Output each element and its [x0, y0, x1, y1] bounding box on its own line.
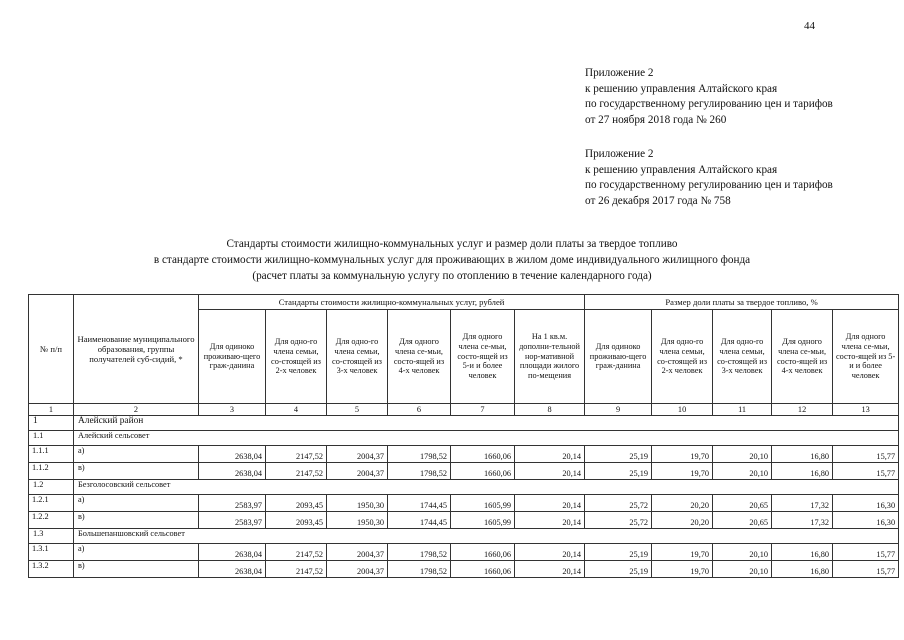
- appendix-line: по государственному регулированию цен и тарифов: [585, 179, 833, 192]
- value-cell: 1660,06: [451, 463, 515, 480]
- recipient-group: в): [74, 463, 199, 480]
- value-cell: 20,10: [713, 446, 772, 463]
- value-cell: 16,80: [772, 561, 833, 578]
- appendix-block-current: [585, 66, 833, 128]
- value-cell: 1605,99: [451, 512, 515, 529]
- value-cell: 20,14: [515, 512, 585, 529]
- header-cell: Для одно-го члена семьи, со-стоящей из 3-х человек: [713, 310, 772, 404]
- value-cell: 19,70: [652, 463, 713, 480]
- value-cell: 1798,52: [388, 561, 451, 578]
- value-cell: 20,14: [515, 561, 585, 578]
- appendix-line: Приложение 2: [585, 67, 654, 79]
- value-cell: 15,77: [833, 544, 899, 561]
- settlement-row: [29, 480, 899, 495]
- value-cell: 20,20: [652, 512, 713, 529]
- header-cell: На 1 кв.м. дополни-тельной нор-мативной площади жилого по-мещения: [515, 310, 585, 404]
- value-cell: 2638,04: [199, 544, 266, 561]
- value-cell: 20,65: [713, 512, 772, 529]
- header-cell: Для одного члена се-мьи, состо-ящей из 5-и и более человек: [451, 310, 515, 404]
- column-number: 9: [585, 404, 652, 416]
- value-cell: 25,19: [585, 544, 652, 561]
- row-number: 1.3.1: [29, 544, 74, 561]
- tariff-table: [28, 294, 899, 578]
- value-cell: 2093,45: [266, 512, 327, 529]
- header-cell: Для одно-го члена семьи, со-стоящей из 3-х человек: [327, 310, 388, 404]
- value-cell: 19,70: [652, 446, 713, 463]
- region-number: 1: [29, 416, 74, 431]
- header-cell: Для одно-го члена семьи, со-стоящей из 2-х человек: [266, 310, 327, 404]
- row-number: 1.1.2: [29, 463, 74, 480]
- value-cell: 16,80: [772, 544, 833, 561]
- value-cell: 2638,04: [199, 463, 266, 480]
- column-number-row: [29, 404, 899, 416]
- row-number: 1.3.2: [29, 561, 74, 578]
- value-cell: 20,20: [652, 495, 713, 512]
- header-group-standards: Стандарты стоимости жилищно-коммунальных услуг, рублей: [199, 295, 585, 310]
- settlement-name: Алейский сельсовет: [74, 431, 899, 446]
- value-cell: 2583,97: [199, 512, 266, 529]
- column-number: 11: [713, 404, 772, 416]
- settlement-number: 1.3: [29, 529, 74, 544]
- row-number: 1.2.1: [29, 495, 74, 512]
- column-number: 1: [29, 404, 74, 416]
- value-cell: 15,77: [833, 463, 899, 480]
- title-line: Стандарты стоимости жилищно-коммунальных услуг и размер доли платы за твердое топливо: [226, 238, 678, 250]
- recipient-group: а): [74, 495, 199, 512]
- column-number: 4: [266, 404, 327, 416]
- value-cell: 2093,45: [266, 495, 327, 512]
- column-number: 2: [74, 404, 199, 416]
- settlement-name: Большепаншовский сельсовет: [74, 529, 899, 544]
- value-cell: 1798,52: [388, 544, 451, 561]
- value-cell: 20,14: [515, 495, 585, 512]
- value-cell: 20,10: [713, 561, 772, 578]
- appendix-line: к решению управления Алтайского края: [585, 163, 778, 176]
- header-no: № п/п: [29, 295, 74, 404]
- value-cell: 16,80: [772, 463, 833, 480]
- column-number: 7: [451, 404, 515, 416]
- value-cell: 20,65: [713, 495, 772, 512]
- appendix-line: к решению управления Алтайского края: [585, 82, 778, 95]
- value-cell: 2638,04: [199, 561, 266, 578]
- recipient-group: а): [74, 544, 199, 561]
- value-cell: 19,70: [652, 544, 713, 561]
- header-cell: Для одиноко проживаю-щего граж-данина: [199, 310, 266, 404]
- settlement-row: [29, 529, 899, 544]
- column-number: 3: [199, 404, 266, 416]
- appendix-line: Приложение 2: [585, 148, 654, 160]
- title-line: (расчет платы за коммунальную услугу по отоплению в течение календарного года): [252, 270, 652, 282]
- settlement-row: [29, 431, 899, 446]
- value-cell: 2004,37: [327, 561, 388, 578]
- row-number: 1.1.1: [29, 446, 74, 463]
- value-cell: 1950,30: [327, 512, 388, 529]
- value-cell: 1744,45: [388, 512, 451, 529]
- value-cell: 2583,97: [199, 495, 266, 512]
- value-cell: 1950,30: [327, 495, 388, 512]
- value-cell: 20,10: [713, 463, 772, 480]
- value-cell: 15,77: [833, 561, 899, 578]
- column-number: 5: [327, 404, 388, 416]
- recipient-group: в): [74, 561, 199, 578]
- value-cell: 2004,37: [327, 544, 388, 561]
- value-cell: 19,70: [652, 561, 713, 578]
- table-row: [29, 544, 899, 561]
- row-number: 1.2.2: [29, 512, 74, 529]
- value-cell: 2147,52: [266, 544, 327, 561]
- column-number: 13: [833, 404, 899, 416]
- value-cell: 1605,99: [451, 495, 515, 512]
- value-cell: 20,14: [515, 446, 585, 463]
- region-row: [29, 416, 899, 431]
- value-cell: 17,32: [772, 512, 833, 529]
- value-cell: 20,14: [515, 463, 585, 480]
- column-number: 6: [388, 404, 451, 416]
- value-cell: 2638,04: [199, 446, 266, 463]
- header-cell: Для одно-го члена семьи, со-стоящей из 2-х человек: [652, 310, 713, 404]
- value-cell: 1660,06: [451, 561, 515, 578]
- column-number: 12: [772, 404, 833, 416]
- header-group-fuel-share: Размер доли платы за твердое топливо, %: [585, 295, 899, 310]
- header-cell: Для одиноко проживаю-щего граж-данина: [585, 310, 652, 404]
- value-cell: 25,19: [585, 463, 652, 480]
- value-cell: 25,19: [585, 561, 652, 578]
- value-cell: 16,30: [833, 495, 899, 512]
- value-cell: 2004,37: [327, 463, 388, 480]
- table-row: [29, 495, 899, 512]
- settlement-number: 1.1: [29, 431, 74, 446]
- table-row: [29, 561, 899, 578]
- value-cell: 2147,52: [266, 463, 327, 480]
- value-cell: 2147,52: [266, 561, 327, 578]
- header-cell: Для одного члена се-мьи, состо-ящей из 4-х человек: [772, 310, 833, 404]
- value-cell: 25,72: [585, 512, 652, 529]
- settlement-name: Безголосовский сельсовет: [74, 480, 899, 495]
- recipient-group: а): [74, 446, 199, 463]
- value-cell: 16,30: [833, 512, 899, 529]
- value-cell: 2004,37: [327, 446, 388, 463]
- header-cell: Для одного члена се-мьи, состо-ящей из 5-и и более человек: [833, 310, 899, 404]
- column-number: 10: [652, 404, 713, 416]
- value-cell: 1798,52: [388, 463, 451, 480]
- appendix-line: от 26 декабря 2017 года № 758: [585, 194, 731, 207]
- value-cell: 20,14: [515, 544, 585, 561]
- value-cell: 1744,45: [388, 495, 451, 512]
- value-cell: 1660,06: [451, 544, 515, 561]
- recipient-group: в): [74, 512, 199, 529]
- table-row: [29, 446, 899, 463]
- value-cell: 16,80: [772, 446, 833, 463]
- value-cell: 20,10: [713, 544, 772, 561]
- value-cell: 1660,06: [451, 446, 515, 463]
- settlement-number: 1.2: [29, 480, 74, 495]
- column-number: 8: [515, 404, 585, 416]
- value-cell: 2147,52: [266, 446, 327, 463]
- value-cell: 17,32: [772, 495, 833, 512]
- appendix-block-previous: [585, 147, 833, 209]
- header-cell: Для одного члена се-мьи, состо-ящей из 4-х человек: [388, 310, 451, 404]
- value-cell: 1798,52: [388, 446, 451, 463]
- document-title: [0, 236, 904, 284]
- value-cell: 25,72: [585, 495, 652, 512]
- appendix-line: от 27 ноября 2018 года № 260: [585, 113, 727, 126]
- header-name: Наименование муниципального образования, группы получателей суб-сидий, *: [74, 295, 199, 404]
- table-row: [29, 512, 899, 529]
- page-number: 44: [804, 20, 815, 32]
- title-line: в стандарте стоимости жилищно-коммунальных услуг для проживающих в жилом доме индивидуального жилищного фонда: [153, 254, 751, 266]
- appendix-line: по государственному регулированию цен и тарифов: [585, 98, 833, 111]
- table-row: [29, 463, 899, 480]
- region-name: Алейский район: [74, 416, 899, 431]
- value-cell: 25,19: [585, 446, 652, 463]
- value-cell: 15,77: [833, 446, 899, 463]
